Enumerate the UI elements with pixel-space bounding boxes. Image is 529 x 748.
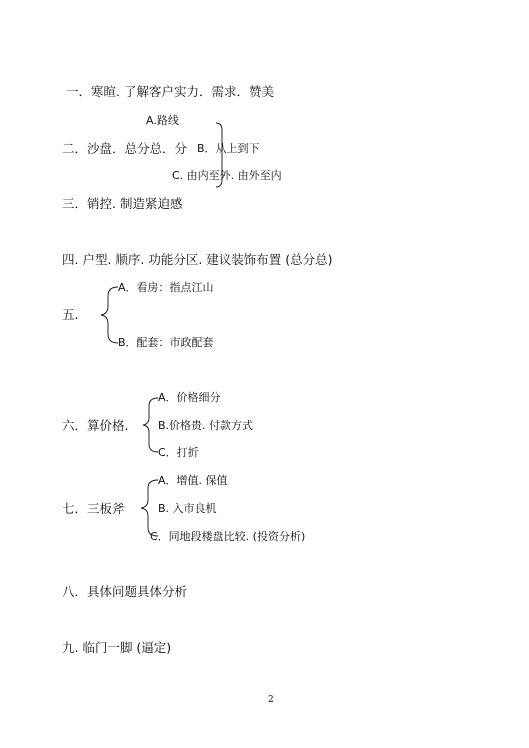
item-9: 九. 临门一脚 (逼定) xyxy=(62,640,172,655)
item-8: 八．具体问题具体分析 xyxy=(62,584,188,599)
page-number: 2 xyxy=(268,695,274,705)
brace-item-7 xyxy=(141,480,158,536)
item-2-sub-b: B．从上到下 xyxy=(197,142,260,155)
item-4: 四. 户型. 顺序. 功能分区. 建议装饰布置 (总分总) xyxy=(62,252,333,267)
item-6-sub-c: C．打折 xyxy=(158,446,199,459)
brace-item-5 xyxy=(101,287,118,343)
item-2-sub-a: A.路线 xyxy=(146,114,179,127)
item-5: 五. xyxy=(62,307,79,322)
item-3: 三．销控. 制造紧迫感 xyxy=(62,196,183,211)
item-6: 六．算价格. xyxy=(62,418,129,433)
item-5-sub-b: B．配套：市政配套 xyxy=(118,336,214,349)
brace-item-6 xyxy=(143,398,158,452)
item-5-sub-a: A．看房：指点江山 xyxy=(118,281,214,294)
item-7: 七．三板斧 xyxy=(62,501,125,516)
item-1: 一．寒暄. 了解客户实力．需求．赞美 xyxy=(66,84,274,99)
item-6-sub-b: B.价格贵. 付款方式 xyxy=(158,419,254,432)
item-7-sub-c: C．同地段楼盘比较. (投资分析) xyxy=(150,530,306,543)
item-2-sub-c: C. 由内至外. 由外至内 xyxy=(172,169,282,182)
item-7-sub-a: A．增值. 保值 xyxy=(158,474,228,487)
item-7-sub-b: B. 入市良机 xyxy=(158,502,217,515)
item-6-sub-a: A．价格细分 xyxy=(158,391,221,404)
item-2: 二．沙盘．总分总．分 xyxy=(62,141,188,156)
